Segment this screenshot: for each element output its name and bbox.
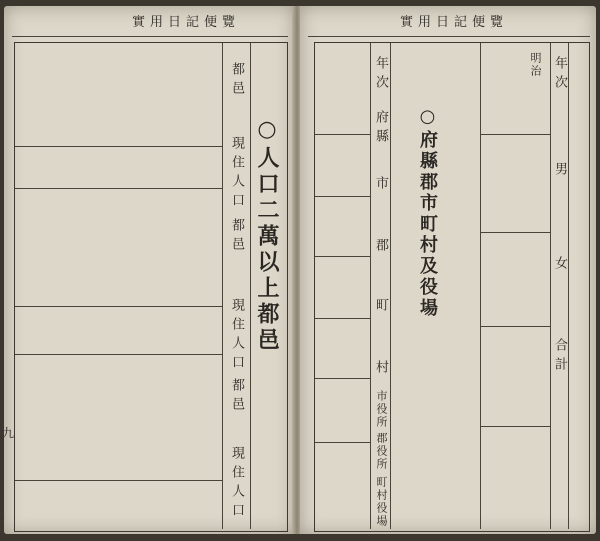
- right-row-rule: [315, 318, 370, 319]
- left-row-rule: [15, 188, 222, 189]
- column-header-year: 年次: [373, 56, 388, 94]
- column-header-city: 都邑: [229, 62, 244, 100]
- right-row-rule: [481, 426, 550, 427]
- column-header-city: 都邑: [229, 378, 244, 416]
- left-section-title: ○人口二萬以上都邑: [254, 116, 280, 354]
- left-row-rule: [15, 306, 222, 307]
- column-header-town: 町: [373, 298, 388, 317]
- right-row-rule: [481, 232, 550, 233]
- column-header-city: 市: [373, 176, 388, 195]
- right-row-rule: [315, 196, 370, 197]
- left-page: [4, 6, 294, 534]
- right-row-rule: [481, 326, 550, 327]
- left-row-rule: [15, 480, 222, 481]
- column-header-prefecture: 府縣: [373, 110, 388, 148]
- right-header-rule: [308, 36, 590, 37]
- right-divider: [390, 43, 391, 529]
- column-header-village: 村: [373, 360, 388, 379]
- column-header-year: 年次: [552, 56, 567, 94]
- right-table-frame: [314, 42, 590, 532]
- right-divider: [480, 43, 481, 529]
- left-table-frame: [14, 42, 288, 532]
- era-label: 明治: [529, 52, 542, 78]
- right-row-rule: [315, 442, 370, 443]
- left-row-rule: [15, 354, 222, 355]
- left-divider: [250, 43, 251, 529]
- right-page: [300, 6, 596, 534]
- column-header-total: 合計: [552, 338, 567, 376]
- left-row-rule: [15, 146, 222, 147]
- column-header-population: 現住人口: [229, 446, 244, 522]
- column-header-population: 現住人口: [229, 136, 244, 212]
- right-row-rule: [315, 256, 370, 257]
- right-row-rule: [315, 134, 370, 135]
- column-header-female: 女: [552, 256, 567, 275]
- column-header-male: 男: [552, 162, 567, 181]
- column-header-town-village-office: 町村役場: [375, 476, 388, 528]
- right-divider: [370, 43, 371, 529]
- column-header-county-office: 郡役所: [375, 432, 388, 471]
- right-divider: [550, 43, 551, 529]
- left-header-rule: [12, 36, 288, 37]
- column-header-county: 郡: [373, 238, 388, 257]
- left-divider: [222, 43, 223, 529]
- right-section-title: ○府縣郡市町村及役場: [417, 106, 438, 319]
- left-folio: 九: [2, 426, 15, 440]
- column-header-city-office: 市役所: [375, 390, 388, 429]
- right-row-rule: [481, 134, 550, 135]
- right-divider: [568, 43, 569, 529]
- right-row-rule: [315, 378, 370, 379]
- column-header-city: 都邑: [229, 218, 244, 256]
- column-header-population: 現住人口: [229, 298, 244, 374]
- left-page-header: 實用日記便覽: [132, 15, 241, 30]
- right-page-header: 實用日記便覽: [400, 15, 509, 30]
